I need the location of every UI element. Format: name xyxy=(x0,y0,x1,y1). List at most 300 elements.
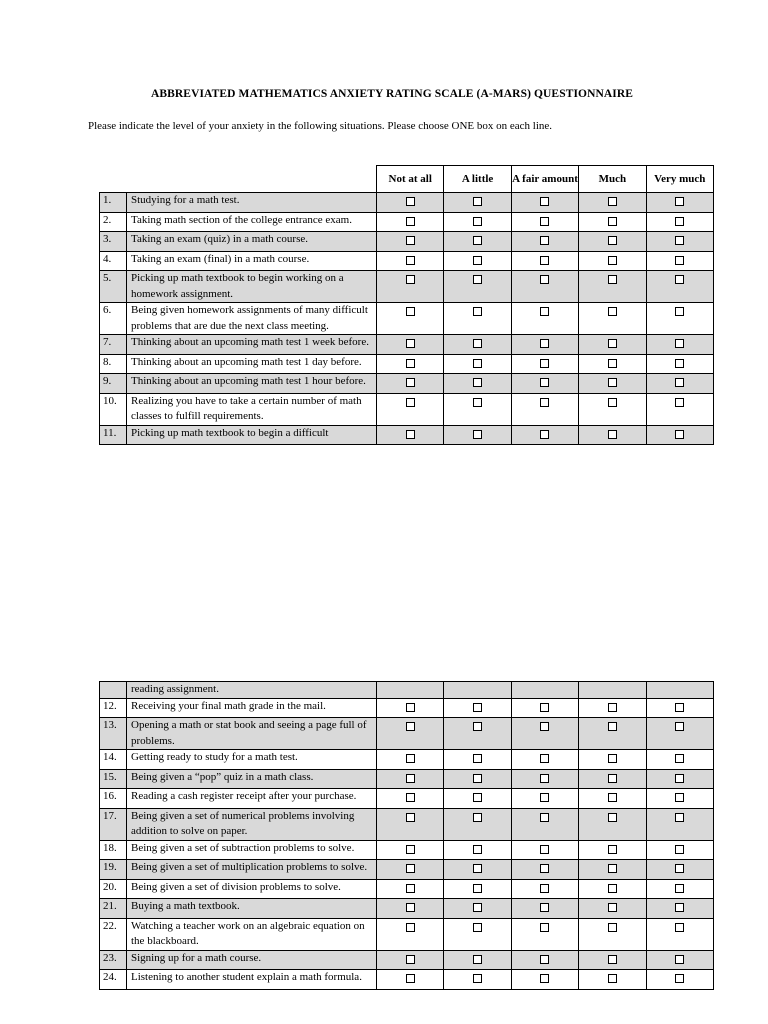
item-number: 6. xyxy=(100,303,127,335)
option-cell-a-fair-amount xyxy=(511,789,578,809)
option-cell-a-little xyxy=(444,425,511,445)
table-row xyxy=(100,303,714,335)
item-text: Being given a set of numerical problems involving addition to solve on paper. xyxy=(127,808,377,840)
checkbox-much[interactable] xyxy=(608,722,617,731)
option-cell-not-at-all xyxy=(377,950,444,970)
checkbox-a-fair-amount[interactable] xyxy=(540,236,549,245)
checkbox-not-at-all[interactable] xyxy=(406,923,415,932)
checkbox-very-much[interactable] xyxy=(675,236,684,245)
empty-cell xyxy=(444,682,511,699)
item-text: Taking an exam (final) in a math course. xyxy=(127,251,377,271)
checkbox-a-fair-amount[interactable] xyxy=(540,398,549,407)
checkbox-not-at-all[interactable] xyxy=(406,722,415,731)
option-cell-much xyxy=(579,918,646,950)
checkbox-very-much[interactable] xyxy=(675,884,684,893)
checkbox-not-at-all[interactable] xyxy=(406,813,415,822)
table-row xyxy=(100,840,714,860)
option-cell-very-much xyxy=(646,232,713,252)
checkbox-a-fair-amount[interactable] xyxy=(540,217,549,226)
option-cell-a-fair-amount xyxy=(511,750,578,770)
checkbox-a-little[interactable] xyxy=(473,430,482,439)
checkbox-much[interactable] xyxy=(608,845,617,854)
item-text: Being given a set of division problems to solve. xyxy=(127,879,377,899)
checkbox-a-little[interactable] xyxy=(473,884,482,893)
option-cell-much xyxy=(579,879,646,899)
option-cell-not-at-all xyxy=(377,918,444,950)
option-cell-a-little xyxy=(444,860,511,880)
option-cell-a-fair-amount xyxy=(511,232,578,252)
checkbox-a-fair-amount[interactable] xyxy=(540,722,549,731)
option-cell-a-fair-amount xyxy=(511,918,578,950)
questionnaire-table-page2 xyxy=(99,681,714,990)
item-number: 3. xyxy=(100,232,127,252)
table-row xyxy=(100,918,714,950)
checkbox-very-much[interactable] xyxy=(675,217,684,226)
item-text: Studying for a math test. xyxy=(127,193,377,213)
table-row xyxy=(100,374,714,394)
checkbox-a-fair-amount[interactable] xyxy=(540,339,549,348)
option-cell-a-fair-amount xyxy=(511,698,578,718)
column-header-much: Much xyxy=(579,166,646,193)
checkbox-not-at-all[interactable] xyxy=(406,793,415,802)
checkbox-a-fair-amount[interactable] xyxy=(540,197,549,206)
option-cell-a-little xyxy=(444,232,511,252)
item-text: Thinking about an upcoming math test 1 hour before. xyxy=(127,374,377,394)
checkbox-much[interactable] xyxy=(608,903,617,912)
checkbox-not-at-all[interactable] xyxy=(406,197,415,206)
item-number: 23. xyxy=(100,950,127,970)
checkbox-much[interactable] xyxy=(608,884,617,893)
checkbox-a-little[interactable] xyxy=(473,217,482,226)
checkbox-not-at-all[interactable] xyxy=(406,845,415,854)
option-cell-very-much xyxy=(646,769,713,789)
table-row xyxy=(100,232,714,252)
table-header-row xyxy=(100,166,714,193)
table-row xyxy=(100,393,714,425)
option-cell-very-much xyxy=(646,899,713,919)
checkbox-a-little[interactable] xyxy=(473,197,482,206)
item-text: Watching a teacher work on an algebraic equation on the blackboard. xyxy=(127,918,377,950)
option-cell-not-at-all xyxy=(377,271,444,303)
item-text: Opening a math or stat book and seeing a page full of problems. xyxy=(127,718,377,750)
checkbox-very-much[interactable] xyxy=(675,430,684,439)
item-number: 14. xyxy=(100,750,127,770)
checkbox-very-much[interactable] xyxy=(675,955,684,964)
table-row xyxy=(100,750,714,770)
checkbox-very-much[interactable] xyxy=(675,703,684,712)
table-row xyxy=(100,698,714,718)
option-cell-much xyxy=(579,212,646,232)
item-text: Reading a cash register receipt after your purchase. xyxy=(127,789,377,809)
checkbox-a-fair-amount[interactable] xyxy=(540,974,549,983)
checkbox-a-fair-amount[interactable] xyxy=(540,754,549,763)
checkbox-very-much[interactable] xyxy=(675,339,684,348)
checkbox-a-fair-amount[interactable] xyxy=(540,307,549,316)
item-number: 11. xyxy=(100,425,127,445)
option-cell-a-little xyxy=(444,950,511,970)
option-cell-much xyxy=(579,789,646,809)
checkbox-a-fair-amount[interactable] xyxy=(540,884,549,893)
checkbox-a-fair-amount[interactable] xyxy=(540,955,549,964)
option-cell-a-fair-amount xyxy=(511,374,578,394)
checkbox-much[interactable] xyxy=(608,217,617,226)
option-cell-much xyxy=(579,271,646,303)
checkbox-a-fair-amount[interactable] xyxy=(540,378,549,387)
checkbox-much[interactable] xyxy=(608,923,617,932)
option-cell-very-much xyxy=(646,251,713,271)
option-cell-a-little xyxy=(444,718,511,750)
item-number: 18. xyxy=(100,840,127,860)
checkbox-a-fair-amount[interactable] xyxy=(540,793,549,802)
option-cell-a-fair-amount xyxy=(511,354,578,374)
checkbox-a-little[interactable] xyxy=(473,903,482,912)
checkbox-a-little[interactable] xyxy=(473,307,482,316)
checkbox-much[interactable] xyxy=(608,339,617,348)
checkbox-a-little[interactable] xyxy=(473,864,482,873)
option-cell-not-at-all xyxy=(377,860,444,880)
option-cell-not-at-all xyxy=(377,879,444,899)
checkbox-a-little[interactable] xyxy=(473,793,482,802)
checkbox-a-little[interactable] xyxy=(473,275,482,284)
option-cell-not-at-all xyxy=(377,970,444,990)
item-number: 10. xyxy=(100,393,127,425)
checkbox-a-fair-amount[interactable] xyxy=(540,703,549,712)
option-cell-not-at-all xyxy=(377,193,444,213)
checkbox-very-much[interactable] xyxy=(675,923,684,932)
checkbox-much[interactable] xyxy=(608,307,617,316)
checkbox-a-little[interactable] xyxy=(473,398,482,407)
option-cell-a-little xyxy=(444,193,511,213)
option-cell-much xyxy=(579,374,646,394)
item-text: Picking up math textbook to begin a difficult xyxy=(127,425,377,445)
checkbox-not-at-all[interactable] xyxy=(406,307,415,316)
checkbox-not-at-all[interactable] xyxy=(406,378,415,387)
header-blank xyxy=(100,166,127,193)
item-number: 7. xyxy=(100,335,127,355)
table-row xyxy=(100,769,714,789)
item-number: 4. xyxy=(100,251,127,271)
option-cell-not-at-all xyxy=(377,354,444,374)
checkbox-not-at-all[interactable] xyxy=(406,974,415,983)
checkbox-a-fair-amount[interactable] xyxy=(540,864,549,873)
item-number: 24. xyxy=(100,970,127,990)
questionnaire-table-page1 xyxy=(99,165,714,445)
checkbox-not-at-all[interactable] xyxy=(406,236,415,245)
checkbox-not-at-all[interactable] xyxy=(406,903,415,912)
checkbox-a-little[interactable] xyxy=(473,754,482,763)
item-text: Realizing you have to take a certain number of math classes to fulfill requirements. xyxy=(127,393,377,425)
option-cell-a-little xyxy=(444,879,511,899)
checkbox-much[interactable] xyxy=(608,955,617,964)
option-cell-much xyxy=(579,808,646,840)
option-cell-very-much xyxy=(646,354,713,374)
option-cell-very-much xyxy=(646,789,713,809)
option-cell-a-little xyxy=(444,789,511,809)
option-cell-not-at-all xyxy=(377,750,444,770)
checkbox-very-much[interactable] xyxy=(675,307,684,316)
checkbox-much[interactable] xyxy=(608,398,617,407)
checkbox-a-little[interactable] xyxy=(473,974,482,983)
option-cell-a-fair-amount xyxy=(511,212,578,232)
item-text: reading assignment. xyxy=(127,682,377,699)
option-cell-not-at-all xyxy=(377,303,444,335)
item-text: Signing up for a math course. xyxy=(127,950,377,970)
option-cell-not-at-all xyxy=(377,789,444,809)
checkbox-a-little[interactable] xyxy=(473,236,482,245)
checkbox-much[interactable] xyxy=(608,430,617,439)
option-cell-much xyxy=(579,193,646,213)
checkbox-very-much[interactable] xyxy=(675,256,684,265)
checkbox-very-much[interactable] xyxy=(675,845,684,854)
option-cell-very-much xyxy=(646,970,713,990)
option-cell-a-fair-amount xyxy=(511,335,578,355)
checkbox-much[interactable] xyxy=(608,359,617,368)
option-cell-not-at-all xyxy=(377,840,444,860)
option-cell-a-little xyxy=(444,393,511,425)
instruction-text: Please indicate the level of your anxiety in the following situations. Please choose ONE box on each line. xyxy=(88,120,553,132)
checkbox-not-at-all[interactable] xyxy=(406,774,415,783)
table-row xyxy=(100,970,714,990)
option-cell-a-little xyxy=(444,335,511,355)
checkbox-a-fair-amount[interactable] xyxy=(540,430,549,439)
option-cell-much xyxy=(579,251,646,271)
option-cell-not-at-all xyxy=(377,393,444,425)
option-cell-very-much xyxy=(646,840,713,860)
option-cell-a-fair-amount xyxy=(511,899,578,919)
item-text: Being given a set of multiplication problems to solve. xyxy=(127,860,377,880)
option-cell-very-much xyxy=(646,918,713,950)
option-cell-much xyxy=(579,354,646,374)
checkbox-much[interactable] xyxy=(608,275,617,284)
item-number: 5. xyxy=(100,271,127,303)
checkbox-a-fair-amount[interactable] xyxy=(540,813,549,822)
option-cell-a-little xyxy=(444,970,511,990)
checkbox-a-little[interactable] xyxy=(473,774,482,783)
item-number: 17. xyxy=(100,808,127,840)
checkbox-very-much[interactable] xyxy=(675,903,684,912)
header-blank xyxy=(127,166,377,193)
option-cell-very-much xyxy=(646,393,713,425)
option-cell-much xyxy=(579,950,646,970)
table-row-continuation xyxy=(100,682,714,699)
checkbox-a-fair-amount[interactable] xyxy=(540,903,549,912)
checkbox-not-at-all[interactable] xyxy=(406,275,415,284)
item-number: 19. xyxy=(100,860,127,880)
option-cell-a-fair-amount xyxy=(511,840,578,860)
checkbox-very-much[interactable] xyxy=(675,378,684,387)
item-number: 8. xyxy=(100,354,127,374)
checkbox-very-much[interactable] xyxy=(675,754,684,763)
checkbox-not-at-all[interactable] xyxy=(406,864,415,873)
option-cell-much xyxy=(579,970,646,990)
table-row xyxy=(100,335,714,355)
table-row xyxy=(100,899,714,919)
option-cell-a-fair-amount xyxy=(511,950,578,970)
item-number: 9. xyxy=(100,374,127,394)
checkbox-a-little[interactable] xyxy=(473,703,482,712)
checkbox-very-much[interactable] xyxy=(675,813,684,822)
option-cell-much xyxy=(579,840,646,860)
option-cell-much xyxy=(579,335,646,355)
option-cell-very-much xyxy=(646,374,713,394)
item-number: 1. xyxy=(100,193,127,213)
option-cell-much xyxy=(579,303,646,335)
checkbox-very-much[interactable] xyxy=(675,974,684,983)
item-text: Receiving your final math grade in the mail. xyxy=(127,698,377,718)
option-cell-a-fair-amount xyxy=(511,303,578,335)
item-number: 12. xyxy=(100,698,127,718)
item-text: Taking math section of the college entrance exam. xyxy=(127,212,377,232)
column-header-very-much: Very much xyxy=(646,166,713,193)
checkbox-very-much[interactable] xyxy=(675,864,684,873)
option-cell-not-at-all xyxy=(377,335,444,355)
table-row xyxy=(100,354,714,374)
option-cell-a-little xyxy=(444,750,511,770)
checkbox-very-much[interactable] xyxy=(675,793,684,802)
checkbox-not-at-all[interactable] xyxy=(406,884,415,893)
option-cell-very-much xyxy=(646,212,713,232)
option-cell-a-fair-amount xyxy=(511,970,578,990)
table-row xyxy=(100,808,714,840)
checkbox-very-much[interactable] xyxy=(675,722,684,731)
checkbox-not-at-all[interactable] xyxy=(406,256,415,265)
checkbox-much[interactable] xyxy=(608,236,617,245)
option-cell-not-at-all xyxy=(377,425,444,445)
option-cell-not-at-all xyxy=(377,808,444,840)
checkbox-a-little[interactable] xyxy=(473,813,482,822)
option-cell-a-fair-amount xyxy=(511,251,578,271)
item-text: Being given a “pop” quiz in a math class. xyxy=(127,769,377,789)
option-cell-much xyxy=(579,232,646,252)
option-cell-very-much xyxy=(646,750,713,770)
checkbox-much[interactable] xyxy=(608,754,617,763)
option-cell-a-little xyxy=(444,899,511,919)
item-text: Being given a set of subtraction problems to solve. xyxy=(127,840,377,860)
option-cell-very-much xyxy=(646,303,713,335)
table-row xyxy=(100,789,714,809)
option-cell-a-little xyxy=(444,271,511,303)
checkbox-not-at-all[interactable] xyxy=(406,430,415,439)
option-cell-a-fair-amount xyxy=(511,879,578,899)
option-cell-not-at-all xyxy=(377,232,444,252)
option-cell-much xyxy=(579,393,646,425)
option-cell-a-little xyxy=(444,303,511,335)
option-cell-a-little xyxy=(444,251,511,271)
checkbox-very-much[interactable] xyxy=(675,359,684,368)
checkbox-not-at-all[interactable] xyxy=(406,217,415,226)
option-cell-a-fair-amount xyxy=(511,860,578,880)
option-cell-very-much xyxy=(646,808,713,840)
checkbox-not-at-all[interactable] xyxy=(406,955,415,964)
checkbox-much[interactable] xyxy=(608,974,617,983)
checkbox-much[interactable] xyxy=(608,813,617,822)
checkbox-not-at-all[interactable] xyxy=(406,754,415,763)
option-cell-very-much xyxy=(646,271,713,303)
checkbox-a-little[interactable] xyxy=(473,359,482,368)
option-cell-not-at-all xyxy=(377,899,444,919)
option-cell-a-little xyxy=(444,918,511,950)
option-cell-much xyxy=(579,698,646,718)
checkbox-a-little[interactable] xyxy=(473,923,482,932)
checkbox-a-fair-amount[interactable] xyxy=(540,256,549,265)
item-text: Taking an exam (quiz) in a math course. xyxy=(127,232,377,252)
item-text: Picking up math textbook to begin working on a homework assignment. xyxy=(127,271,377,303)
option-cell-a-fair-amount xyxy=(511,769,578,789)
checkbox-much[interactable] xyxy=(608,703,617,712)
checkbox-a-fair-amount[interactable] xyxy=(540,359,549,368)
option-cell-a-little xyxy=(444,374,511,394)
checkbox-much[interactable] xyxy=(608,256,617,265)
option-cell-very-much xyxy=(646,950,713,970)
checkbox-a-fair-amount[interactable] xyxy=(540,923,549,932)
option-cell-very-much xyxy=(646,879,713,899)
column-header-a-fair-amount: A fair amount xyxy=(511,166,578,193)
checkbox-not-at-all[interactable] xyxy=(406,359,415,368)
checkbox-much[interactable] xyxy=(608,197,617,206)
checkbox-a-fair-amount[interactable] xyxy=(540,275,549,284)
checkbox-not-at-all[interactable] xyxy=(406,339,415,348)
checkbox-much[interactable] xyxy=(608,793,617,802)
checkbox-very-much[interactable] xyxy=(675,275,684,284)
option-cell-a-fair-amount xyxy=(511,393,578,425)
item-text: Thinking about an upcoming math test 1 day before. xyxy=(127,354,377,374)
checkbox-much[interactable] xyxy=(608,378,617,387)
checkbox-not-at-all[interactable] xyxy=(406,703,415,712)
option-cell-not-at-all xyxy=(377,374,444,394)
checkbox-a-little[interactable] xyxy=(473,845,482,854)
option-cell-a-little xyxy=(444,698,511,718)
option-cell-much xyxy=(579,769,646,789)
checkbox-a-little[interactable] xyxy=(473,722,482,731)
option-cell-not-at-all xyxy=(377,769,444,789)
item-text: Thinking about an upcoming math test 1 week before. xyxy=(127,335,377,355)
item-number: 22. xyxy=(100,918,127,950)
option-cell-a-little xyxy=(444,212,511,232)
checkbox-a-little[interactable] xyxy=(473,256,482,265)
item-number: 15. xyxy=(100,769,127,789)
option-cell-much xyxy=(579,860,646,880)
empty-cell xyxy=(579,682,646,699)
checkbox-a-fair-amount[interactable] xyxy=(540,845,549,854)
checkbox-very-much[interactable] xyxy=(675,398,684,407)
option-cell-much xyxy=(579,718,646,750)
option-cell-much xyxy=(579,899,646,919)
empty-cell xyxy=(646,682,713,699)
table-row xyxy=(100,193,714,213)
checkbox-much[interactable] xyxy=(608,864,617,873)
table-row xyxy=(100,718,714,750)
option-cell-very-much xyxy=(646,335,713,355)
checkbox-a-little[interactable] xyxy=(473,955,482,964)
table-row xyxy=(100,271,714,303)
table-row xyxy=(100,860,714,880)
checkbox-not-at-all[interactable] xyxy=(406,398,415,407)
checkbox-very-much[interactable] xyxy=(675,774,684,783)
checkbox-a-little[interactable] xyxy=(473,339,482,348)
option-cell-a-little xyxy=(444,354,511,374)
checkbox-very-much[interactable] xyxy=(675,197,684,206)
table-row xyxy=(100,425,714,445)
checkbox-a-fair-amount[interactable] xyxy=(540,774,549,783)
item-number: 13. xyxy=(100,718,127,750)
item-number xyxy=(100,682,127,699)
option-cell-very-much xyxy=(646,425,713,445)
table-row xyxy=(100,950,714,970)
checkbox-a-little[interactable] xyxy=(473,378,482,387)
option-cell-a-fair-amount xyxy=(511,193,578,213)
option-cell-very-much xyxy=(646,860,713,880)
checkbox-much[interactable] xyxy=(608,774,617,783)
